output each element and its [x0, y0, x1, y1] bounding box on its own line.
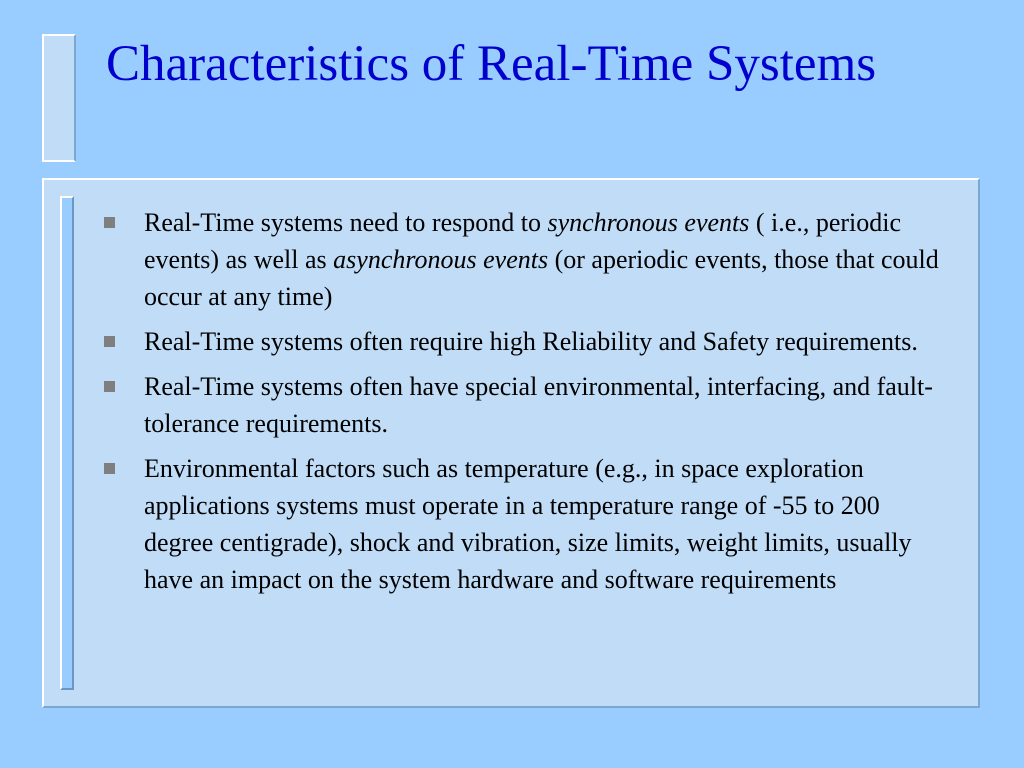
bullet-item: [104, 323, 954, 360]
content-accent-bar: [60, 196, 74, 690]
square-bullet-icon: [104, 381, 115, 392]
square-bullet-icon: [104, 463, 115, 474]
bullet-list: [104, 204, 954, 606]
bullet-item: [104, 450, 954, 598]
slide-title: Characteristics of Real-Time Systems: [106, 36, 877, 92]
bullet-text: ( i.e., periodic events) as well as: [144, 208, 901, 274]
title-accent-bar: [42, 34, 76, 162]
bullet-text: (or aperiodic events, those that could occur at any time): [144, 245, 939, 311]
bullet-text: Real-Time systems often have special environmental, interfacing, and fault-tolerance requirements.: [144, 372, 933, 438]
emphasized-text: asynchronous events: [333, 245, 549, 274]
square-bullet-icon: [104, 217, 115, 228]
content-panel: [42, 178, 980, 708]
emphasized-text: synchronous events: [547, 208, 750, 237]
square-bullet-icon: [104, 336, 115, 347]
bullet-text: Real-Time systems often require high Reliability and Safety requirements.: [144, 327, 918, 356]
bullet-item: [104, 204, 954, 315]
bullet-text: Environmental factors such as temperature (e.g., in space exploration applications systems must operate in a temperature range of -55 to 200 degree centigrade), shock and vibration, size limits, weight limits, usually have an impact on the system hardware and software requirements: [144, 454, 912, 594]
bullet-item: [104, 368, 954, 442]
bullet-text: Real-Time systems need to respond to: [144, 208, 548, 237]
